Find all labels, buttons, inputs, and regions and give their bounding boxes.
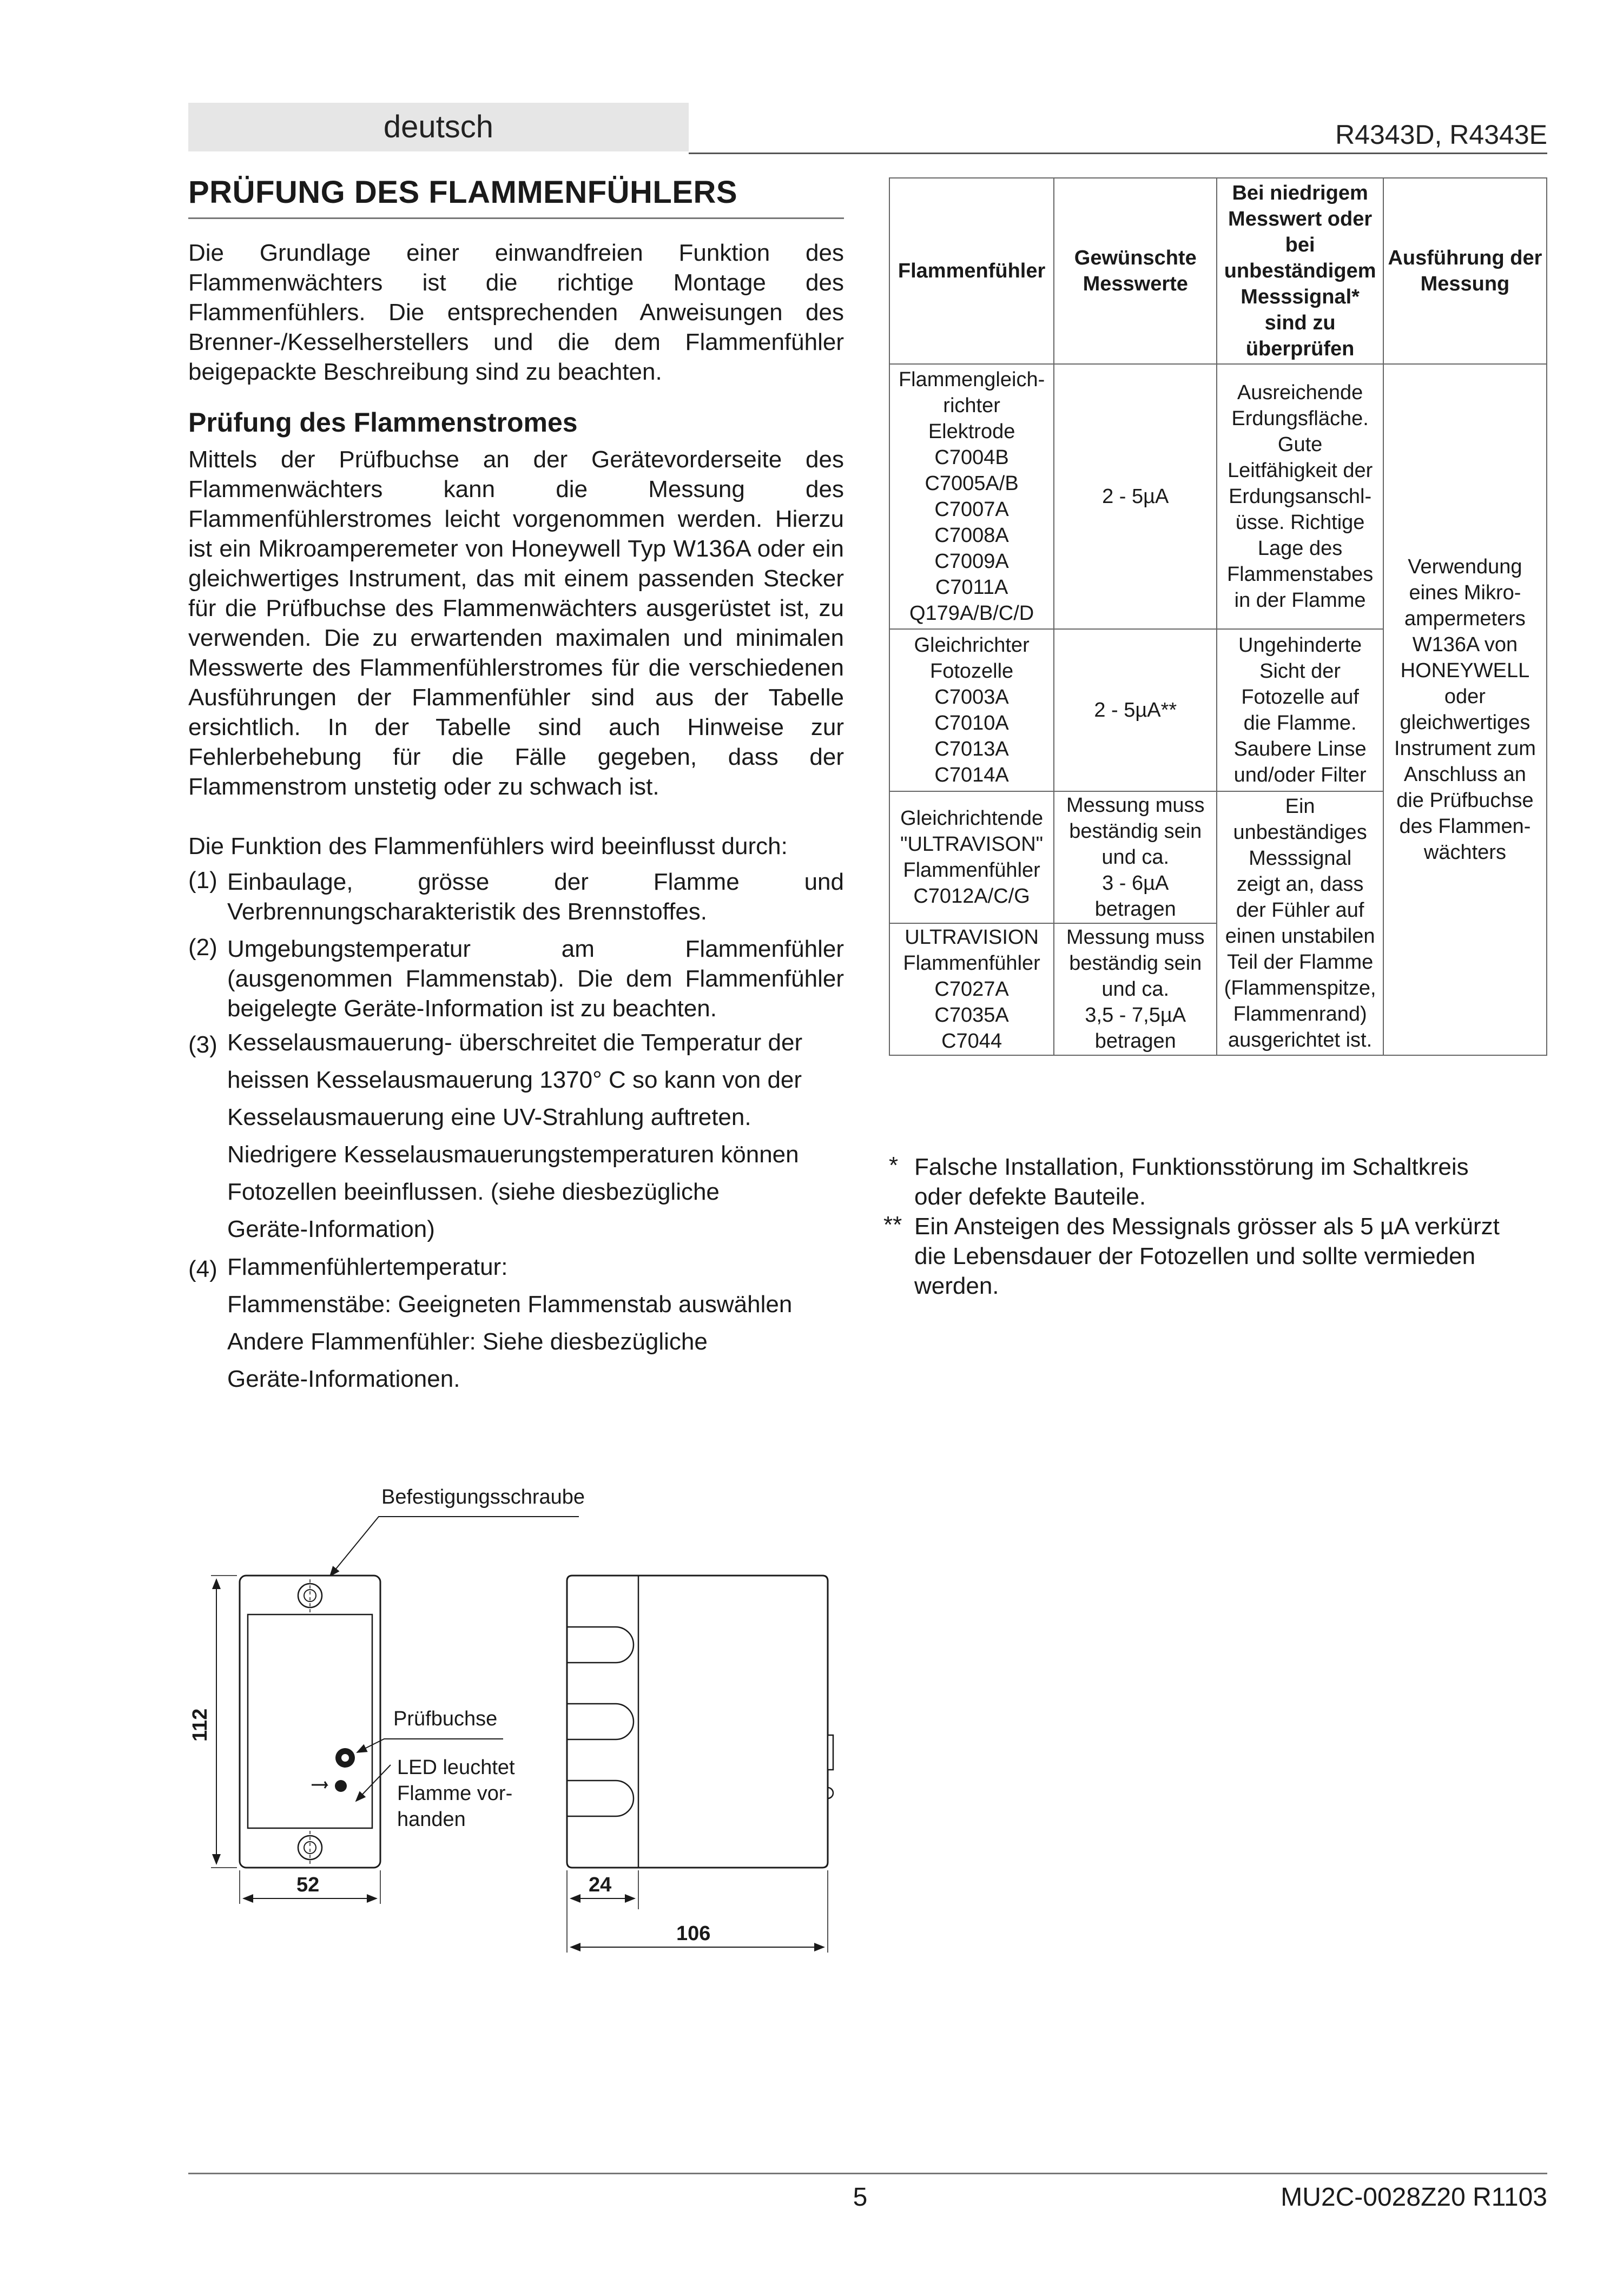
footnote-line: Ein Ansteigen des Messignals grösser als 5 µA verkürzt [914, 1213, 1500, 1240]
cell-line: ausgerichtet ist. [1228, 1029, 1373, 1051]
model-number: R4343D, R4343E [1335, 120, 1547, 150]
cell-line: Messung muss [1066, 926, 1205, 949]
table-header-row [889, 178, 1547, 364]
cell-line: Erdungsanschl- [1229, 485, 1372, 508]
cell-line: Flammenfühler [903, 952, 1040, 975]
label-mounting-screw: Befestigungsschraube [381, 1486, 585, 1508]
cell-line: richter [943, 394, 1000, 417]
list-number: (1) [188, 867, 217, 894]
header-rule [689, 153, 1547, 154]
cell-line: Sicht der [1259, 660, 1341, 683]
list-item-line: Niedrigere Kesselausmauerungstemperaturen können [227, 1141, 799, 1168]
list-number: (2) [188, 934, 217, 961]
footnote-line: die Lebensdauer der Fotozellen und sollte vermieden [914, 1243, 1476, 1269]
cell-line: die Prüfbuchse [1396, 789, 1534, 812]
col-header-check: Bei niedrigem Messwert oder bei unbeständigem Messsignal* sind zu überprüfen [1217, 178, 1383, 364]
cell-line: C7011A [935, 576, 1008, 599]
dim-side-total: 106 [676, 1922, 711, 1945]
list-number: (3) [188, 1031, 217, 1058]
cell-line: des Flammen- [1399, 815, 1531, 838]
footnote-line: Falsche Installation, Funktionsstörung im Schaltkreis [914, 1154, 1469, 1180]
list-item-line: Flammenfühlertemperatur: [227, 1254, 508, 1280]
footnote [914, 1152, 1553, 1212]
list-item-line: Geräte-Information) [227, 1216, 435, 1242]
cell-line: Elektrode [928, 420, 1015, 443]
cell-line: Q179A/B/C/D [909, 602, 1034, 625]
label-test-socket: Prüfbuchse [393, 1708, 498, 1730]
sensor-table [889, 177, 1547, 1056]
cell-line: betragen [1094, 898, 1176, 921]
cell-line: C7035A [934, 1004, 1009, 1027]
cell-line: Fotozelle [929, 660, 1014, 683]
led-icon [335, 1780, 347, 1792]
check-cell [1217, 629, 1383, 791]
cell-line: und/oder Filter [1233, 764, 1367, 786]
cell-line: und ca. [1101, 978, 1170, 1001]
page-number: 5 [853, 2183, 868, 2212]
cell-line: Leitfähigkeit der [1227, 459, 1373, 482]
check-cell [1217, 791, 1383, 1055]
footnote-mark: * [889, 1152, 899, 1179]
cell-line: unbeständiges [1233, 821, 1367, 844]
cell-line: C7003A [934, 686, 1009, 709]
footnote-line: werden. [914, 1273, 999, 1299]
document-id: MU2C-0028Z20 R1103 [1281, 2183, 1547, 2212]
list-item: Umgebungstemperatur am Flammenfühler (ausgenommen Flammenstab). Die dem Flammenfühler beigelegte Geräte-Information ist zu beachten. [227, 936, 844, 1022]
cell-line: beständig sein [1069, 952, 1202, 975]
cell-line: Erdungsfläche. [1231, 407, 1369, 430]
value-cell: 2 - 5µA** [1054, 629, 1217, 791]
cell-line: Ausreichende [1237, 381, 1363, 404]
sensor-cell [889, 364, 1054, 629]
cell-line: betragen [1094, 1030, 1176, 1053]
table-row [889, 364, 1547, 629]
footnote-mark: ** [883, 1212, 902, 1238]
label-led-line: Flamme vor- [397, 1782, 513, 1805]
cell-line: Gleichrichter [914, 634, 1030, 657]
cell-line: C7010A [934, 712, 1009, 735]
cell-line: C7007A [934, 498, 1009, 521]
footnote [914, 1212, 1553, 1301]
cell-line: Lage des [1257, 537, 1343, 560]
cell-line: in der Flamme [1234, 589, 1366, 612]
sensor-cell [889, 791, 1054, 923]
list-item-line: Geräte-Informationen. [227, 1366, 460, 1392]
cell-line: Fotozelle auf [1241, 686, 1359, 709]
cell-line: Verwendung [1408, 555, 1522, 578]
cell-line: die Flamme. [1243, 712, 1357, 735]
cell-line: Flammenfühler [903, 859, 1040, 882]
cell-line: C7008A [934, 524, 1009, 547]
cell-line: gleichwertiges [1400, 711, 1530, 734]
sensor-cell [889, 629, 1054, 791]
cell-line: und ca. [1101, 846, 1170, 869]
footnote-line: oder defekte Bauteile. [914, 1183, 1146, 1210]
cell-line: C7044 [941, 1030, 1002, 1053]
cell-line: C7009A [934, 550, 1009, 573]
value-cell [1054, 923, 1217, 1055]
language-label: deutsch [188, 103, 689, 151]
cell-line: Flammengleich- [898, 368, 1045, 391]
value-cell: 2 - 5µA [1054, 364, 1217, 629]
cell-line: eines Mikro- [1409, 581, 1521, 604]
check-cell [1217, 364, 1383, 629]
cell-line: einen unstabilen [1225, 925, 1375, 948]
cell-line: C7013A [934, 738, 1009, 760]
cell-line: Flammenstabes [1226, 563, 1374, 586]
cell-line: C7014A [934, 764, 1009, 786]
value-cell [1054, 791, 1217, 923]
title-rule [188, 217, 844, 219]
cell-line: (Flammenspitze, [1224, 977, 1376, 1000]
cell-line: ampermeters [1404, 607, 1526, 630]
cell-line: Instrument zum [1394, 737, 1536, 760]
height-dimension [211, 1576, 237, 1868]
list-item-line: heissen Kesselausmauerung 1370° C so kann von der [227, 1067, 802, 1093]
cell-line: Gute [1277, 433, 1323, 456]
leader-mounting-screw [330, 1517, 579, 1576]
cell-line: 3,5 - 7,5µA [1085, 1004, 1186, 1027]
label-led-line: handen [397, 1808, 466, 1831]
cell-line: C7004B [934, 446, 1009, 469]
front-view [240, 1576, 380, 1868]
col-header-values: Gewünschte Messwerte [1054, 178, 1217, 364]
cell-line: W136A von [1412, 633, 1518, 656]
list-item: Einbaulage, grösse der Flamme und Verbrennungscharakteristik des Brennstoffes. [227, 869, 844, 925]
cell-line: wächters [1423, 841, 1506, 864]
cell-line: HONEYWELL [1400, 659, 1530, 682]
dim-width: 52 [296, 1874, 320, 1896]
cell-line: Ungehinderte [1238, 634, 1362, 657]
cell-line: Messsignal [1249, 847, 1352, 870]
measurement-cell [1383, 364, 1547, 1055]
cell-line: 3 - 6µA [1102, 872, 1169, 895]
cell-line: zeigt an, dass [1236, 873, 1364, 896]
cell-line: Gleichrichtende [900, 807, 1044, 830]
cell-line: C7012A/C/G [913, 885, 1030, 908]
list-item [227, 1024, 802, 1248]
list-number: (4) [188, 1256, 217, 1282]
cell-line: Messung muss [1066, 794, 1205, 817]
list-item-line: Fotozellen beeinflussen. (siehe diesbezügliche [227, 1179, 720, 1205]
cell-line: oder [1444, 685, 1486, 708]
col-header-measurement: Ausführung der Messung [1383, 178, 1547, 364]
dim-height: 112 [189, 1708, 212, 1742]
list-item-line: Kesselausmauerung- überschreitet die Temperatur der [227, 1029, 803, 1056]
cell-line: Ein [1285, 795, 1315, 818]
cell-line: "ULTRAVISON" [900, 833, 1044, 856]
footer-rule [188, 2173, 1547, 2174]
cell-line: beständig sein [1069, 820, 1202, 843]
sensor-cell [889, 923, 1054, 1055]
cell-line: Anschluss an [1403, 763, 1526, 786]
intro-paragraph: Die Grundlage einer einwandfreien Funktion des Flammenwächters ist die richtige Montage des Flammenfühlers. Die entsprechenden Anweisungen des Brenner-/Kesselherstellers und die dem Flammenfühler beigepackte Beschreibung sind zu beachten. [188, 240, 844, 385]
cell-line: C7005A/B [925, 472, 1019, 495]
side-view [567, 1576, 833, 1868]
dim-side-small: 24 [589, 1874, 612, 1896]
cell-line: üsse. Richtige [1235, 511, 1365, 534]
cell-line: der Fühler auf [1236, 899, 1364, 922]
section-title: PRÜFUNG DES FLAMMENFÜHLERS [188, 175, 738, 210]
list-item-line: Kesselausmauerung eine UV-Strahlung auftreten. [227, 1104, 751, 1130]
list-item [227, 1248, 792, 1398]
body-paragraph: Mittels der Prüfbuchse an der Gerätevorderseite des Flammenwächters kann die Messung des Flammenfühlerstromes leicht vorgenommen werden. Hierzu ist ein Mikroamperemeter von Honeywell Typ W136A oder ein gleichwertiges Instrument, das mit einem passenden Stecker für die Prüfbuchse des Flammenwächters ausgerüstet ist, zu verwenden. Die zu erwartenden maximalen und minimalen Messwerte des Flammenfühlerstromes für die verschiedenen Ausführungen der Flammenfühler sind aus der Tabelle ersichtlich. In der Tabelle sind auch Hinweise zur Fehlerbehebung für die Fälle gegeben, dass der Flammenstrom unstetig oder zu schwach ist. [188, 446, 844, 800]
list-intro: Die Funktion des Flammenfühlers wird beeinflusst durch: [188, 833, 788, 859]
cell-line: Saubere Linse [1233, 738, 1367, 760]
list-item-line: Andere Flammenfühler: Siehe diesbezügliche [227, 1328, 708, 1355]
cell-line: ULTRAVISION [905, 926, 1039, 949]
col-header-sensor: Flammenfühler [889, 178, 1054, 364]
label-led-line: LED leuchtet [397, 1756, 515, 1779]
cell-line: C7027A [934, 978, 1009, 1001]
device-drawing [179, 1482, 893, 1990]
cell-line: Teil der Flamme [1226, 951, 1374, 974]
cell-line: Flammenrand) [1233, 1003, 1367, 1025]
list-item-line: Flammenstäbe: Geeigneten Flammenstab auswählen [227, 1291, 793, 1318]
subsection-title: Prüfung des Flammenstromes [188, 407, 578, 438]
